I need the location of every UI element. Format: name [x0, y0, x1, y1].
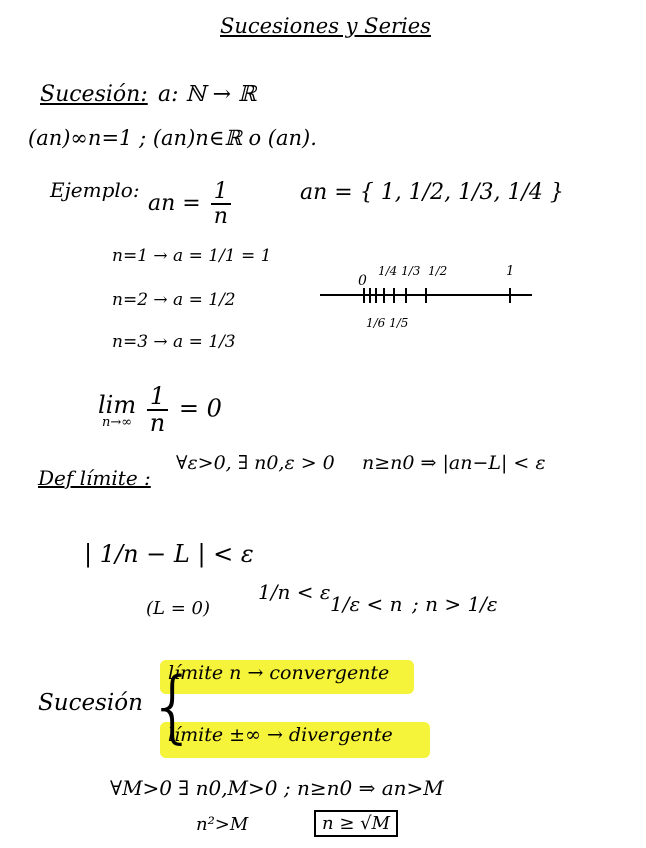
l-zero: (L = 0) — [146, 598, 210, 619]
an-fraction — [211, 180, 231, 228]
nl-zero: 0 — [358, 273, 367, 289]
sequence-notation: (an)∞n=1 ; (an)n∈ℝ o (an). — [28, 126, 317, 150]
abs-inequality: | 1/n − L | < ε — [84, 540, 254, 568]
sequence-set: an = { 1, 1/2, 1/3, 1/4 } — [300, 180, 564, 205]
boxed-result: n ≥ √M — [314, 810, 398, 837]
epsilon-step-3: ; n > 1/ε — [412, 592, 498, 616]
nl-half: 1/2 — [428, 264, 448, 278]
nl-quarter-third: 1/4 1/3 — [378, 264, 421, 278]
page-title: Sucesiones y Series — [220, 14, 431, 38]
an-denominator: n — [213, 204, 228, 230]
an-definition — [148, 180, 234, 228]
an-lhs: an = — [148, 191, 201, 217]
def-implication: n≥n0 ⇒ |an−L| < ε — [362, 452, 546, 474]
limit-expression — [98, 384, 222, 436]
mapping-definition: a: ℕ → ℝ — [158, 82, 257, 107]
example-row-3: n=3 → a = 1/3 — [112, 332, 236, 352]
nl-below: 1/6 1/5 — [366, 316, 409, 330]
divergence-definition: ∀M>0 ∃ n0,M>0 ; n≥n0 ⇒ an>M — [110, 776, 444, 800]
number-line — [300, 255, 540, 345]
example-row-1: n=1 → a = 1/1 = 1 — [112, 246, 272, 266]
sucesion-classification-label: Sucesión — [38, 690, 143, 716]
divergent-text: límite ±∞ → divergente — [168, 724, 393, 746]
sucesion-label: Sucesión: — [40, 82, 148, 107]
limit-den: n — [149, 409, 166, 438]
limit-lim: lim — [98, 390, 137, 419]
epsilon-step-1: 1/n < ε — [258, 580, 331, 604]
limit-fraction — [147, 384, 168, 436]
limit-num: 1 — [147, 384, 168, 411]
epsilon-step-2: 1/ε < n — [330, 592, 403, 616]
brace-icon: { — [148, 662, 198, 752]
convergent-text: límite n → convergente — [168, 662, 390, 684]
ejemplo-label: Ejemplo: — [50, 178, 140, 202]
def-limit-label: Def límite : — [38, 466, 151, 490]
nl-one: 1 — [506, 264, 515, 279]
def-condition: ∀ε>0, ∃ n0,ε > 0 — [176, 452, 335, 474]
limit-rhs: = 0 — [178, 394, 222, 423]
example-row-2: n=2 → a = 1/2 — [112, 290, 236, 310]
n-squared: n²>M — [196, 814, 249, 835]
limit-sub: n→∞ — [102, 414, 133, 430]
an-numerator: 1 — [211, 180, 231, 205]
